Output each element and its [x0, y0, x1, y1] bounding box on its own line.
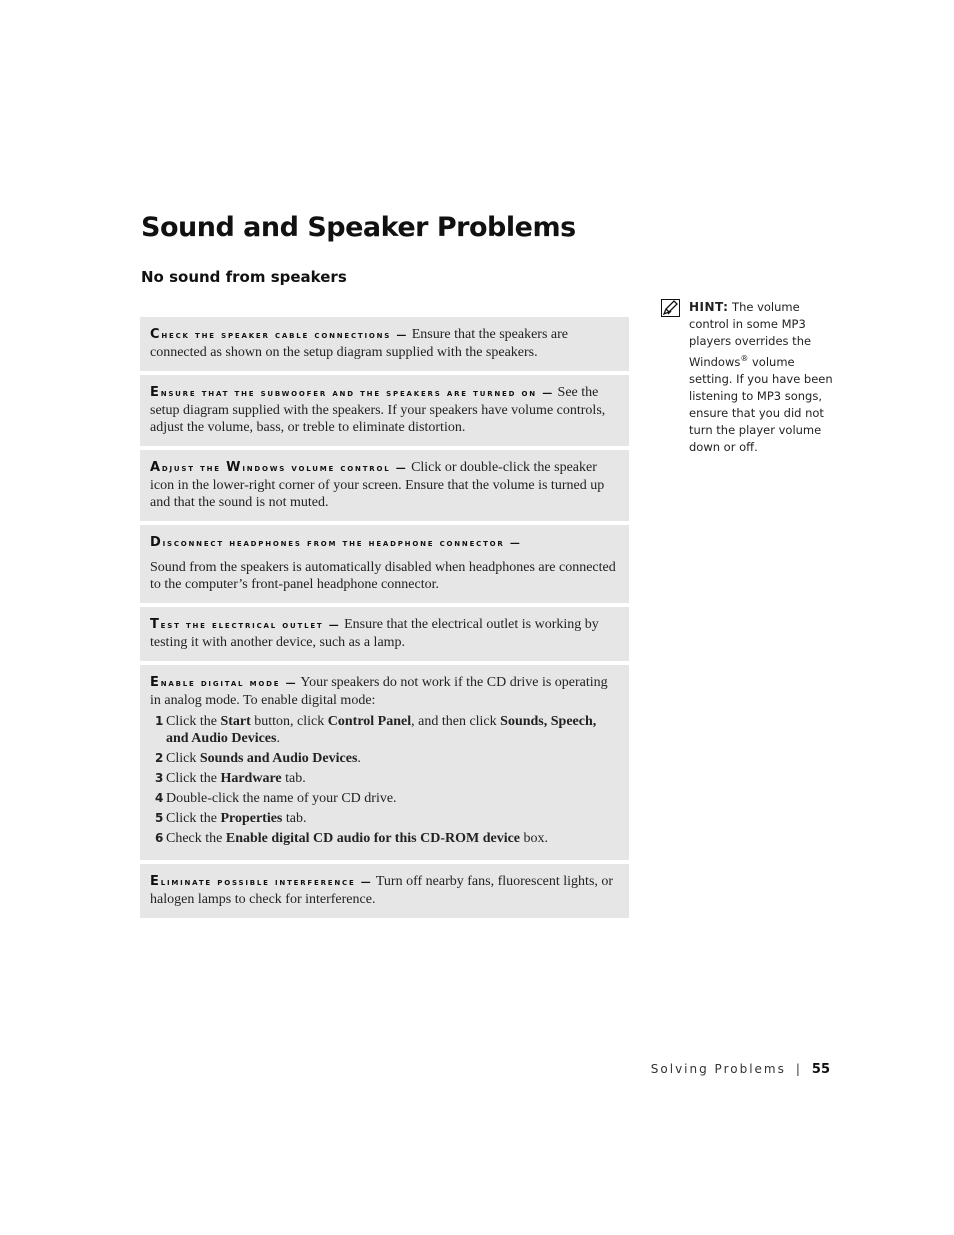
- hint-text: volume setting. If you have been listening to MP3 songs, ensure that you did not turn the player volume down or off.: [689, 354, 833, 454]
- hint-note: [661, 299, 836, 456]
- hint-text: The volume control in some MP3 players overrides the Windows: [689, 300, 812, 369]
- page-number: 55: [811, 1062, 830, 1077]
- box-text: See the setup diagram supplied with the speakers. If your speakers have volume controls, adjust the volume, bass, or treble to eliminate distortion.: [150, 385, 606, 435]
- footer-separator: |: [795, 1062, 802, 1076]
- box-headphones: [140, 525, 629, 603]
- step-item: 4 Double-click the name of your CD drive.: [155, 791, 397, 806]
- box-text: Ensure that the electrical outlet is working by testing it with another device, such as a lamp.: [150, 617, 599, 650]
- box-heading: Adjust the Windows volume control —: [150, 460, 408, 475]
- step-item: 1 Click the Start button, click Control Panel, and then click Sounds, Speech, and Audio Devices.: [155, 714, 597, 746]
- box-heading: Ensure that the subwoofer and the speakers are turned on —: [150, 385, 555, 400]
- step-item: 5 Click the Properties tab.: [155, 811, 307, 826]
- box-heading: Enable digital mode —: [150, 675, 298, 690]
- box-text: Sound from the speakers is automatically disabled when headphones are connected to the computer’s front-panel headphone connector.: [150, 560, 616, 592]
- box-text: Ensure that the speakers are connected as shown on the setup diagram supplied with the speakers.: [150, 327, 568, 360]
- box-heading: Test the electrical outlet —: [150, 617, 341, 632]
- page-footer: [651, 1062, 830, 1077]
- box-text: Click or double-click the speaker icon in the lower-right corner of your screen. Ensure that the volume is turned up and that the sound is not muted.: [150, 460, 605, 510]
- troubleshooting-list: [140, 317, 629, 922]
- section-title: No sound from speakers: [141, 268, 347, 286]
- box-heading: Check the speaker cable connections —: [150, 327, 409, 342]
- registered-mark: ®: [740, 354, 749, 363]
- step-item: 3 Click the Hardware tab.: [155, 771, 306, 786]
- box-digital-mode: [140, 665, 629, 860]
- box-subwoofer: [140, 375, 629, 446]
- box-interference: [140, 864, 629, 918]
- step-item: 2 Click Sounds and Audio Devices.: [155, 751, 361, 766]
- pencil-note-icon: [661, 299, 680, 317]
- step-item: 6 Check the Enable digital CD audio for this CD-ROM device box.: [155, 831, 549, 846]
- box-heading: Disconnect headphones from the headphone connector —: [150, 535, 522, 550]
- box-heading: Eliminate possible interference —: [150, 874, 373, 889]
- box-speaker-cable: [140, 317, 629, 371]
- page-title: Sound and Speaker Problems: [141, 212, 576, 243]
- steps-list: [150, 713, 619, 847]
- box-electrical-outlet: [140, 607, 629, 661]
- hint-label: HINT:: [689, 300, 729, 314]
- box-text: Turn off nearby fans, fluorescent lights, or halogen lamps to check for interference.: [150, 874, 614, 907]
- box-text: Your speakers do not work if the CD drive is operating in analog mode. To enable digital mode:: [150, 675, 608, 708]
- box-windows-volume: [140, 450, 629, 521]
- footer-section: Solving Problems: [650, 1062, 786, 1076]
